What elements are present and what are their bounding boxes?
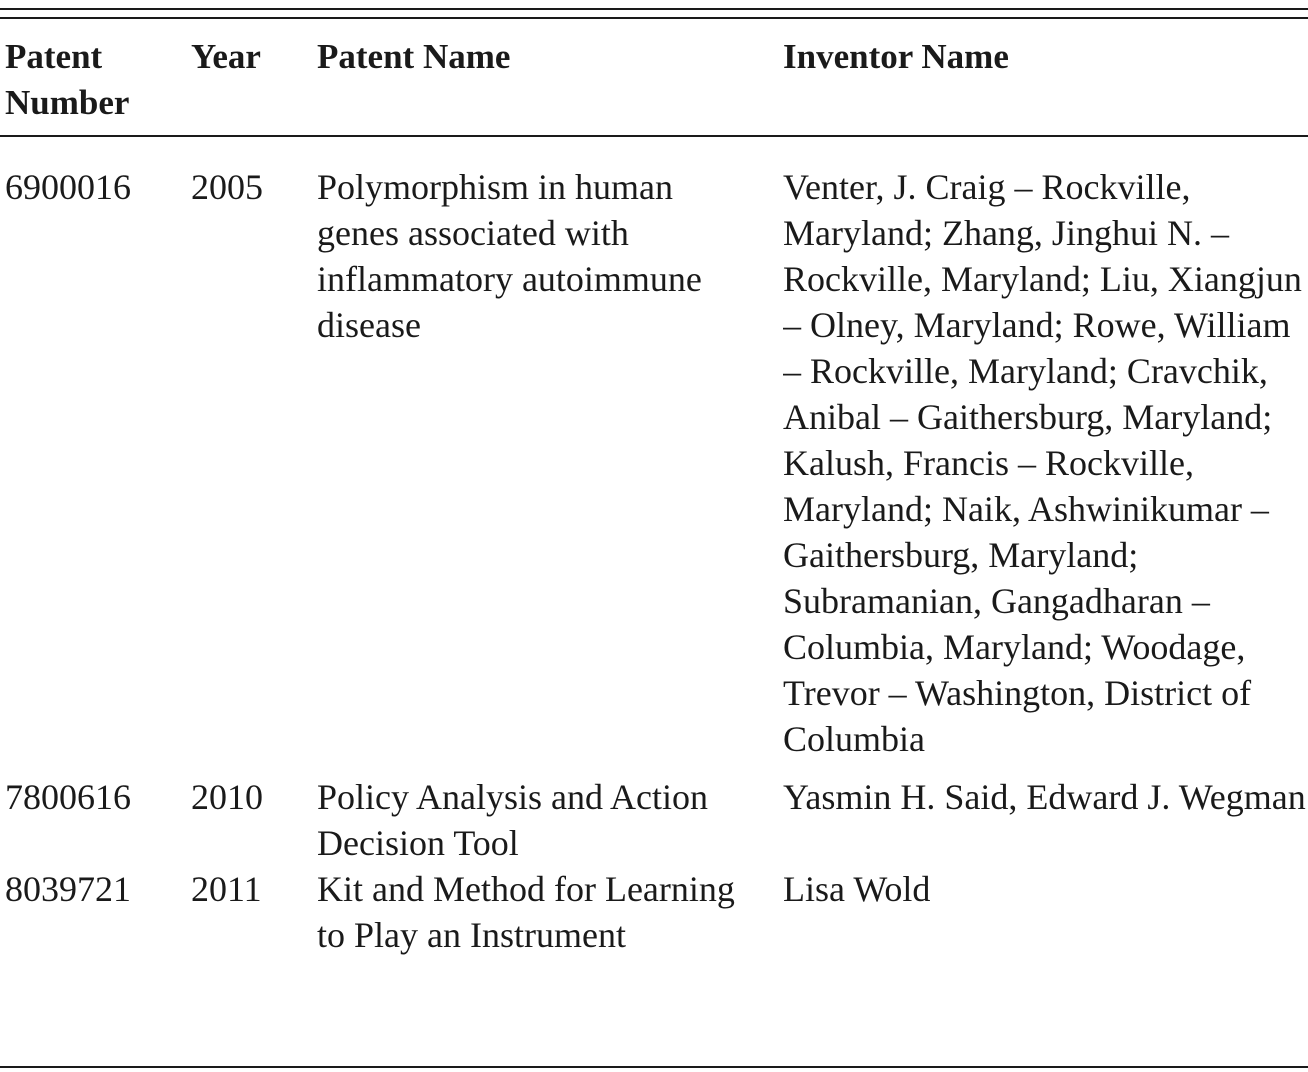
table-row: [0, 138, 1308, 774]
header-patent-name: Patent Name: [317, 37, 511, 76]
cell-patent-number: 6900016: [5, 167, 131, 207]
cell-inventor-name: Venter, J. Craig – Rockville, Maryland; Zhang, Jinghui N. – Rockville, Maryland; Liu, Xiangjun – Olney, Maryland; Rowe, William – Rockville, Maryland; Cravchik, Anibal – Gaithersburg, Maryland; Kalush, Francis – Rockville, Maryland; Naik, Ashwinikumar – Gaithersburg, Maryland; Subramanian, Gangadharan – Columbia, Maryland; Woodage, Trevor – Washington, District of Columbia: [783, 167, 1302, 759]
table-row: [0, 774, 1308, 866]
table-row: [0, 866, 1308, 958]
cell-patent-name: Polymorphism in human genes associated with inflammatory autoimmune disease: [317, 167, 702, 345]
header-inventor-name: Inventor Name: [783, 37, 1009, 76]
cell-year: 2010: [191, 777, 263, 817]
cell-year: 2005: [191, 167, 263, 207]
cell-inventor-name: Lisa Wold: [783, 869, 931, 909]
cell-patent-number: 8039721: [5, 869, 131, 909]
cell-year: 2011: [191, 869, 262, 909]
cell-patent-number: 7800616: [5, 777, 131, 817]
header-year: Year: [191, 37, 261, 76]
header-patent-number: Patent Number: [5, 37, 130, 122]
bottom-rule: [0, 1066, 1308, 1068]
cell-patent-name: Policy Analysis and Action Decision Tool: [317, 777, 708, 863]
cell-patent-name: Kit and Method for Learning to Play an Instrument: [317, 869, 735, 955]
cell-inventor-name: Yasmin H. Said, Edward J. Wegman: [783, 777, 1306, 817]
header-row: [0, 0, 1308, 138]
